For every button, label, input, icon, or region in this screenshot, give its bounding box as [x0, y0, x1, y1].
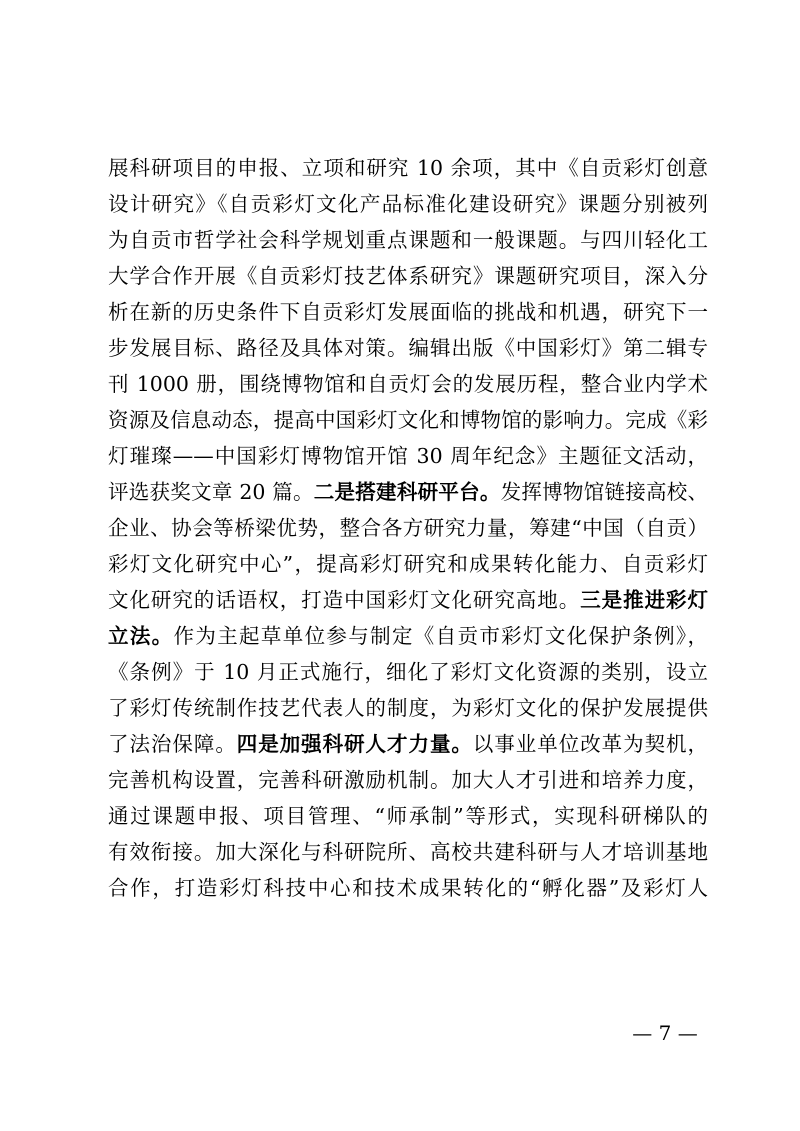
- text-run: 展科研项目的申报、立项和研究 10 余项，其中《自贡彩灯创意: [108, 156, 708, 180]
- text-line: [108, 762, 708, 798]
- bold-heading-text: 立法。: [108, 624, 174, 648]
- text-run: 合作，打造彩灯科技中心和技术成果转化的“孵化器”及彩灯人: [108, 876, 708, 900]
- text-run: 析在新的历史条件下自贡彩灯发展面临的挑战和机遇，研究下一: [108, 300, 708, 324]
- text-line: [108, 330, 708, 366]
- text-line: [108, 438, 708, 474]
- text-line: [108, 546, 708, 582]
- text-run: 步发展目标、路径及具体对策。编辑出版《中国彩灯》第二辑专: [108, 336, 708, 360]
- text-run: 发挥博物馆链接高校、: [500, 480, 708, 504]
- text-run: 通过课题申报、项目管理、“师承制”等形式，实现科研梯队的: [108, 804, 708, 828]
- text-line: [108, 510, 708, 546]
- text-line: [108, 654, 708, 690]
- text-line: [108, 618, 708, 654]
- text-run: 灯璀璨——中国彩灯博物馆开馆 30 周年纪念》主题征文活动，: [108, 444, 708, 468]
- text-line: [108, 402, 708, 438]
- text-line: [108, 870, 708, 906]
- text-run: 作为主起草单位参与制定《自贡市彩灯文化保护条例》，: [173, 624, 708, 648]
- text-run: 为自贡市哲学社会科学规划重点课题和一般课题。与四川轻化工: [108, 228, 708, 252]
- text-run: 有效衔接。加大深化与科研院所、高校共建科研与人才培训基地: [108, 840, 708, 864]
- page-number: — 7 —: [632, 1021, 698, 1045]
- bold-heading-text: 四是加强科研人才力量。: [236, 732, 473, 756]
- text-line: [108, 366, 708, 402]
- text-run: 评选获奖文章 20 篇。: [108, 480, 314, 504]
- text-line: [108, 150, 708, 186]
- body-text: [108, 150, 708, 906]
- text-line: [108, 798, 708, 834]
- text-run: 资源及信息动态，提高中国彩灯文化和博物馆的影响力。完成《彩: [108, 408, 708, 432]
- text-run: 以事业单位改革为契机，: [472, 732, 708, 756]
- text-line: [108, 582, 708, 618]
- text-run: 彩灯文化研究中心”，提高彩灯研究和成果转化能力、自贡彩灯: [108, 552, 708, 576]
- text-line: [108, 294, 708, 330]
- text-line: [108, 258, 708, 294]
- text-run: 《条例》于 10 月正式施行，细化了彩灯文化资源的类别，设立: [108, 660, 708, 684]
- text-line: [108, 186, 708, 222]
- text-run: 了法治保障。: [108, 732, 237, 756]
- text-line: [108, 474, 708, 510]
- bold-heading-text: 二是搭建科研平台。: [313, 480, 501, 504]
- text-line: [108, 834, 708, 870]
- text-run: 完善机构设置，完善科研激励机制。加大人才引进和培养力度，: [108, 768, 708, 792]
- text-run: 文化研究的话语权，打造中国彩灯文化研究高地。: [108, 588, 581, 612]
- text-run: 企业、协会等桥梁优势，整合各方研究力量，筹建“中国（自贡）: [108, 516, 708, 540]
- text-run: 设计研究》《自贡彩灯文化产品标准化建设研究》课题分别被列: [108, 192, 708, 216]
- text-run: 了彩灯传统制作技艺代表人的制度，为彩灯文化的保护发展提供: [108, 696, 708, 720]
- bold-heading-text: 三是推进彩灯: [580, 588, 708, 612]
- text-run: 刊 1000 册，围绕博物馆和自贡灯会的发展历程，整合业内学术: [108, 372, 708, 396]
- text-run: 大学合作开展《自贡彩灯技艺体系研究》课题研究项目，深入分: [108, 264, 708, 288]
- text-line: [108, 690, 708, 726]
- text-line: [108, 726, 708, 762]
- text-line: [108, 222, 708, 258]
